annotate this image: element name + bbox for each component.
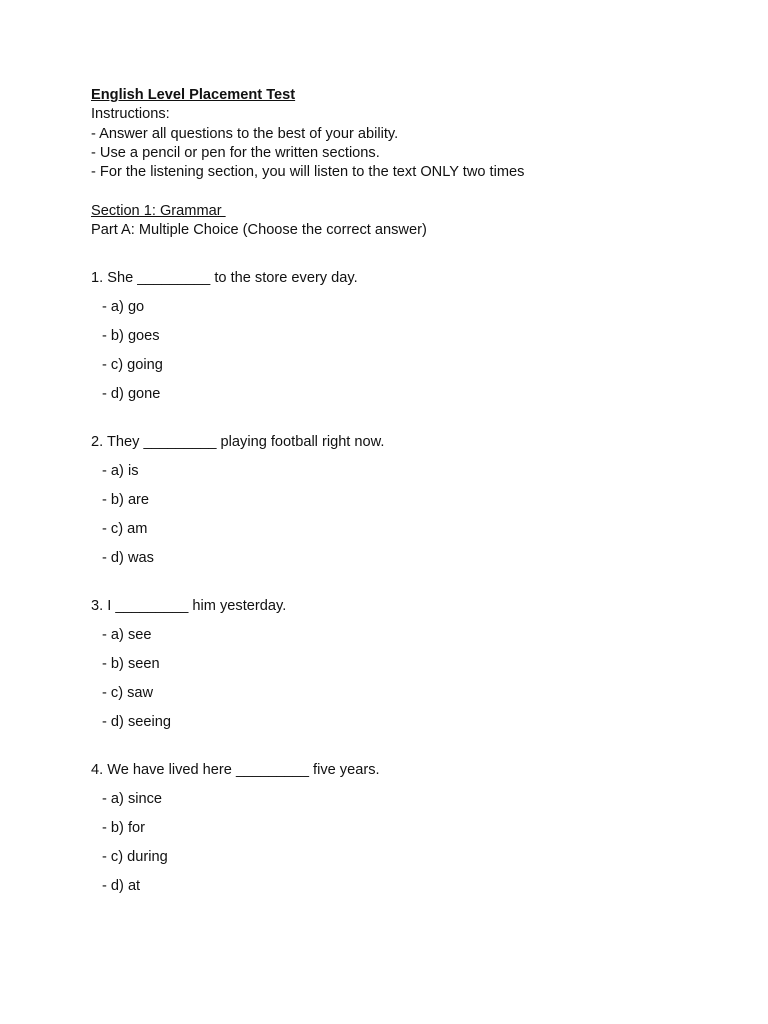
- question-block: [91, 269, 731, 404]
- question-block: [91, 433, 731, 568]
- instructions-heading: Instructions:: [91, 106, 170, 123]
- answer-option: - b) for: [102, 819, 145, 836]
- answer-option: - a) see: [102, 626, 152, 643]
- instruction-item: - For the listening section, you will listen to the text ONLY two times: [91, 164, 525, 181]
- answer-option: - d) was: [102, 549, 154, 566]
- answer-option: - c) am: [102, 520, 148, 537]
- question-block: [91, 761, 731, 896]
- answer-option: - b) goes: [102, 328, 160, 345]
- answer-option: - b) are: [102, 492, 150, 509]
- document-title: English Level Placement Test: [91, 87, 296, 103]
- question-block: [91, 597, 731, 732]
- instruction-item: - Answer all questions to the best of your ability.: [91, 125, 399, 142]
- answer-option: - c) saw: [102, 684, 154, 701]
- question-text: 2. They _________ playing football right now.: [91, 434, 385, 451]
- answer-option: - c) during: [102, 848, 168, 865]
- answer-option: - a) go: [102, 299, 145, 316]
- part-title: Part A: Multiple Choice (Choose the correct answer): [91, 222, 427, 239]
- answer-option: - c) going: [102, 357, 163, 374]
- instruction-item: - Use a pencil or pen for the written sections.: [91, 144, 380, 161]
- section-title: Section 1: Grammar: [91, 202, 226, 219]
- question-text: 3. I _________ him yesterday.: [91, 598, 287, 615]
- question-text: 1. She _________ to the store every day.: [91, 270, 358, 287]
- answer-option: - a) since: [102, 790, 163, 807]
- answer-option: - a) is: [102, 463, 139, 480]
- answer-option: - d) seeing: [102, 713, 171, 730]
- answer-option: - b) seen: [102, 655, 160, 672]
- question-text: 4. We have lived here _________ five years.: [91, 761, 380, 778]
- answer-option: - d) at: [102, 877, 141, 894]
- answer-option: - d) gone: [102, 385, 161, 402]
- document-page: [91, 86, 731, 896]
